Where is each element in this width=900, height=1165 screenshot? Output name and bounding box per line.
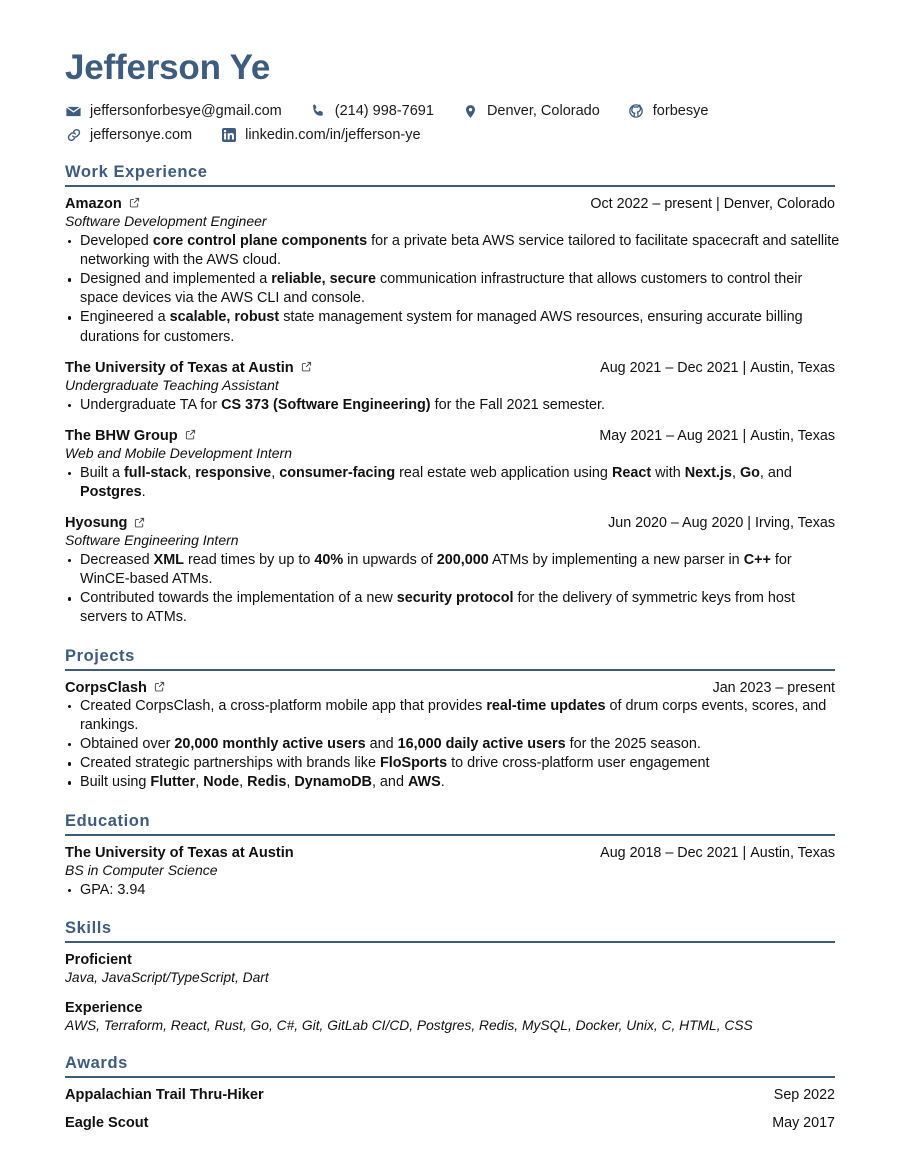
bullet-item: GPA: 3.94	[65, 881, 840, 900]
entry-role: Web and Mobile Development Intern	[65, 444, 292, 461]
award-date: May 2017	[772, 1115, 835, 1132]
bullet-item: Decreased XML read times by up to 40% in upwards of 200,000 ATMs by implementing a new parser in C++ for WinCE-based ATMs.	[65, 551, 840, 589]
entry	[65, 680, 835, 793]
entry-header	[65, 845, 835, 861]
contact-row-primary	[65, 103, 835, 120]
entry-header	[65, 360, 835, 376]
entry-header	[65, 680, 835, 696]
contact-phone-text: (214) 998-7691	[334, 103, 434, 120]
skill-group	[65, 1000, 835, 1036]
entry-bullets	[65, 881, 840, 900]
entry-role: Software Engineering Intern	[65, 532, 239, 549]
contact-email[interactable]	[65, 103, 282, 120]
contact-location	[462, 103, 600, 120]
bullet-item: Undergraduate TA for CS 373 (Software Engineering) for the Fall 2021 semester.	[65, 396, 840, 415]
external-link-icon[interactable]	[154, 681, 165, 692]
contact-phone[interactable]	[310, 103, 434, 120]
entry-organization: The University of Texas at Austin	[65, 844, 294, 861]
entry	[65, 195, 840, 347]
phone-icon	[310, 103, 327, 120]
location-pin-icon	[462, 103, 479, 120]
entry	[65, 845, 835, 900]
entry-meta: Jan 2023 – present	[712, 679, 835, 696]
skill-group-label: Proficient	[65, 951, 132, 968]
entry-organization: The BHW Group	[65, 428, 196, 444]
section-heading: Skills	[65, 918, 112, 937]
entry-header	[65, 515, 835, 531]
external-link-icon[interactable]	[301, 361, 312, 372]
contact-website-text: jeffersonye.com	[90, 127, 193, 144]
section-awards	[65, 1054, 835, 1131]
envelope-icon	[65, 103, 82, 120]
entry-role: Software Development Engineer	[65, 212, 267, 229]
linkedin-icon	[220, 127, 237, 144]
section-rule	[65, 185, 835, 187]
entry-bullets	[65, 697, 840, 793]
bullet-item: Engineered a scalable, robust state management system for managed AWS resources, ensuring accurate billing durations for customers.	[65, 308, 840, 346]
entry-meta: May 2021 – Aug 2021 | Austin, Texas	[599, 427, 835, 444]
entry-organization: Hyosung	[65, 515, 145, 531]
skill-group-label: Experience	[65, 999, 143, 1016]
bullet-item: Built using Flutter, Node, Redis, DynamoDB, and AWS.	[65, 773, 840, 792]
entry-bullets	[65, 396, 840, 415]
entry-meta: Aug 2021 – Dec 2021 | Austin, Texas	[600, 359, 835, 376]
bullet-item: Built a full-stack, responsive, consumer-facing real estate web application using React with Next.js, Go, and Postgres.	[65, 464, 840, 502]
entry-organization: Amazon	[65, 196, 140, 212]
entry-header	[65, 428, 835, 444]
award-items	[65, 1087, 835, 1131]
page-title: Jefferson Ye	[65, 48, 271, 87]
entry	[65, 360, 835, 415]
entry-role: Undergraduate Teaching Assistant	[65, 376, 279, 393]
contact-github[interactable]	[628, 103, 709, 120]
bullet-item: Created strategic partnerships with brands like FloSports to drive cross-platform user engagement	[65, 754, 840, 773]
github-icon	[628, 103, 645, 120]
section-rule	[65, 1076, 835, 1078]
award-name: Appalachian Trail Thru-Hiker	[65, 1087, 264, 1104]
contact-row-secondary	[65, 127, 835, 144]
contact-linkedin[interactable]	[220, 127, 420, 144]
work-entries	[65, 195, 840, 628]
entry-meta: Jun 2020 – Aug 2020 | Irving, Texas	[608, 515, 835, 532]
section-heading: Projects	[65, 646, 135, 665]
contact-location-text: Denver, Colorado	[486, 103, 600, 120]
section-rule	[65, 834, 835, 836]
external-link-icon[interactable]	[185, 429, 196, 440]
section-skills	[65, 919, 835, 1035]
entry	[65, 428, 835, 502]
bullet-item: Created CorpsClash, a cross-platform mobile app that provides real-time updates of drum corps events, scores, and rankings.	[65, 697, 840, 735]
skill-group-list: AWS, Terraform, React, Rust, Go, C#, Git, GitLab CI/CD, Postgres, Redis, MySQL, Docker, Unix, C, HTML, CSS	[65, 1017, 753, 1033]
link-icon	[65, 127, 82, 144]
contact-website[interactable]	[65, 127, 192, 144]
entry-bullets	[65, 551, 840, 628]
contact-github-text: forbesye	[652, 103, 709, 120]
entry-bullets	[65, 464, 840, 502]
award-row	[65, 1115, 835, 1131]
award-name: Eagle Scout	[65, 1115, 149, 1132]
project-entries	[65, 680, 835, 793]
skill-groups	[65, 952, 835, 1035]
education-entries	[65, 845, 835, 900]
section-rule	[65, 669, 835, 671]
entry-meta: Aug 2018 – Dec 2021 | Austin, Texas	[600, 844, 835, 861]
bullet-item: Contributed towards the implementation of a new security protocol for the delivery of symmetric keys from host servers to ATMs.	[65, 589, 840, 627]
external-link-icon[interactable]	[129, 197, 140, 208]
bullet-item: Designed and implemented a reliable, secure communication infrastructure that allows customers to control their space devices via the AWS CLI and console.	[65, 270, 840, 308]
section-heading: Education	[65, 811, 151, 830]
skill-group-list: Java, JavaScript/TypeScript, Dart	[65, 969, 269, 985]
entry-role: BS in Computer Science	[65, 861, 218, 878]
entry	[65, 515, 835, 628]
contact-linkedin-text: linkedin.com/in/jefferson-ye	[245, 127, 421, 144]
bullet-item: Obtained over 20,000 monthly active users and 16,000 daily active users for the 2025 season.	[65, 735, 840, 754]
section-heading: Awards	[65, 1054, 128, 1073]
award-date: Sep 2022	[773, 1087, 835, 1104]
entry-organization: The University of Texas at Austin	[65, 360, 312, 376]
bullet-item: Developed core control plane components for a private beta AWS service tailored to facilitate spacecraft and satellite networking with the AWS cloud.	[65, 232, 840, 270]
section-work-experience	[65, 162, 840, 628]
entry-organization: CorpsClash	[65, 680, 165, 696]
award-row	[65, 1087, 835, 1103]
entry-header	[65, 196, 835, 212]
section-rule	[65, 941, 835, 943]
entry-bullets	[65, 232, 840, 347]
contact-email-text: jeffersonforbesye@gmail.com	[90, 103, 282, 120]
section-heading: Work Experience	[65, 162, 208, 181]
section-education	[65, 812, 835, 900]
entry-meta: Oct 2022 – present | Denver, Colorado	[590, 195, 835, 212]
skill-group	[65, 952, 835, 988]
external-link-icon[interactable]	[134, 517, 145, 528]
section-projects	[65, 647, 835, 793]
